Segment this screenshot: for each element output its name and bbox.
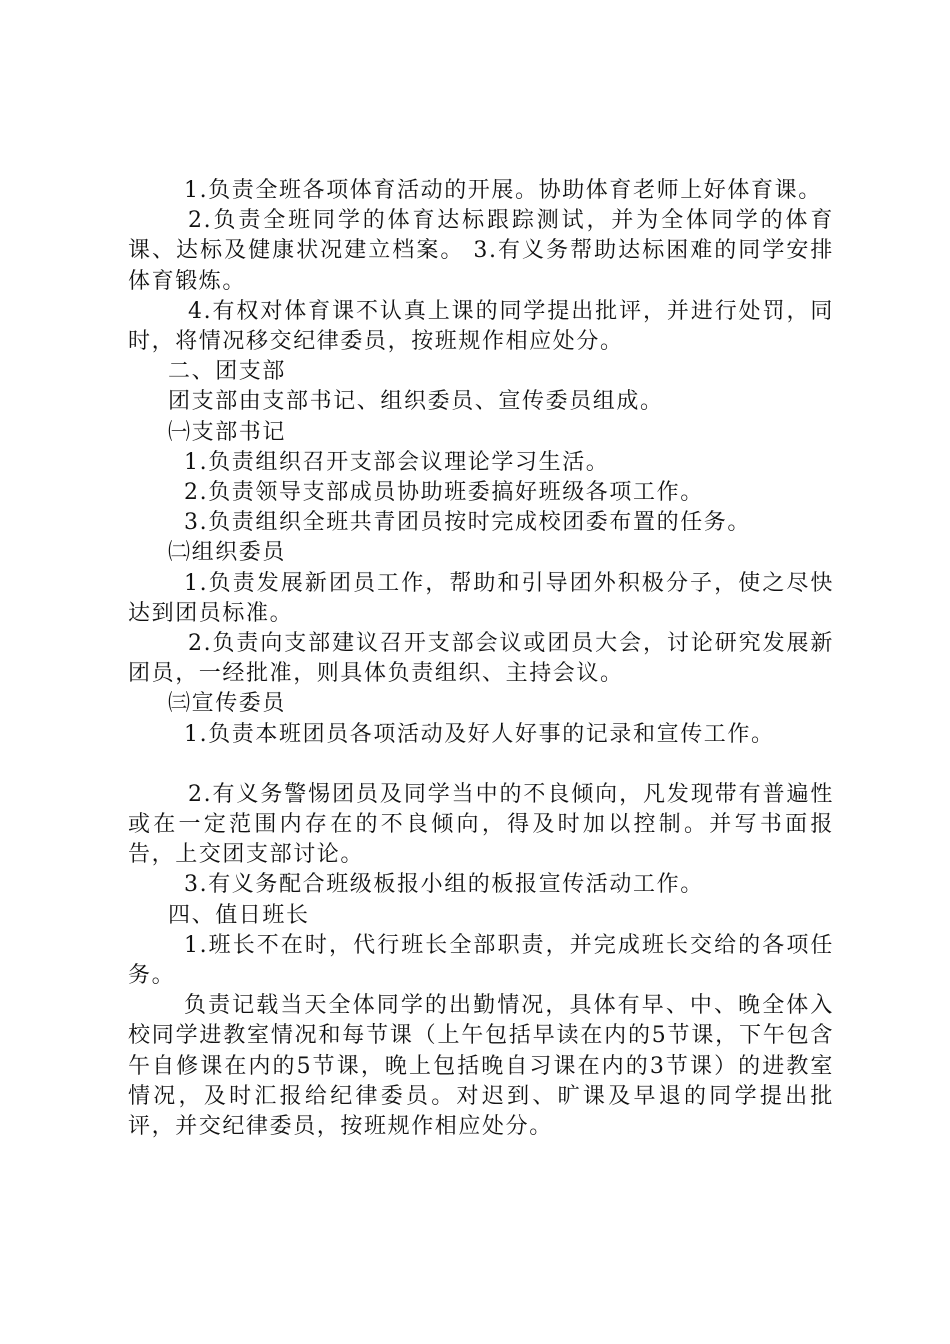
paragraph-organization-duty-2: 2.负责向支部建议召开支部会议或团员大会，讨论研究发展新团员，一经批准，则具体负责组织、主持会议。 [128, 631, 834, 687]
paragraph-secretary-duty-2: 2.负责领导支部成员协助班委搞好班级各项工作。 [184, 480, 704, 506]
paragraph-organization-duty-1: 1.负责发展新团员工作，帮助和引导团外积极分子，使之尽快达到团员标准。 [128, 570, 834, 626]
paragraph-league-branch-intro: 团支部由支部书记、组织委员、宣传委员组成。 [168, 389, 664, 415]
paragraph-pe-duty-4: 4.有权对体育课不认真上课的同学提出批评，并进行处罚，同时，将情况移交纪律委员，按班规作相应处分。 [128, 298, 834, 355]
subheading-organization-member: ㈡组织委员 [168, 540, 287, 566]
paragraph-duty-monitor-1: 1.班长不在时，代行班长全部职责，并完成班长交给的各项任务。 [128, 932, 834, 989]
paragraph-publicity-duty-2: 2.有义务警惕团员及同学当中的不良倾向，凡发现带有普遍性或在一定范围内存在的不良倾向，得及时加以控制。并写书面报告，上交团支部讨论。 [128, 781, 834, 868]
paragraph-secretary-duty-3: 3.负责组织全班共青团员按时完成校团委布置的任务。 [184, 510, 751, 536]
heading-duty-monitor: 四、值日班长 [168, 902, 310, 928]
subheading-publicity-member: ㈢宣传委员 [168, 691, 287, 717]
paragraph-publicity-duty-1: 1.负责本班团员各项活动及好人好事的记录和宣传工作。 [184, 721, 775, 747]
heading-league-branch: 二、团支部 [168, 359, 287, 385]
paragraph-pe-duty-1: 1.负责全班各项体育活动的开展。协助体育老师上好体育课。 [184, 178, 822, 203]
paragraph-pe-duty-2-3: 2.负责全班同学的体育达标跟踪测试，并为全体同学的体育课、达标及健康状况建立档案。 3.有义务帮助达标困难的同学安排体育锻炼。 [128, 208, 834, 294]
paragraph-secretary-duty-1: 1.负责组织召开支部会议理论学习生活。 [184, 449, 610, 475]
paragraph-duty-monitor-2: 负责记载当天全体同学的出勤情况，具体有早、中、晚全体入校同学进教室情况和每节课（上午包括早读在内的5节课，下午包含午自修课在内的5节课，晚上包括晚自习课在内的3节课）的进教室情况，及时汇报给纪律委员。对迟到、旷课及早退的同学提出批评，并交纪律委员，按班规作相应处分。 [128, 993, 834, 1140]
document-body [128, 176, 834, 1142]
subheading-branch-secretary: ㈠支部书记 [168, 419, 287, 445]
paragraph-publicity-duty-3: 3.有义务配合班级板报小组的板报宣传活动工作。 [184, 872, 704, 898]
